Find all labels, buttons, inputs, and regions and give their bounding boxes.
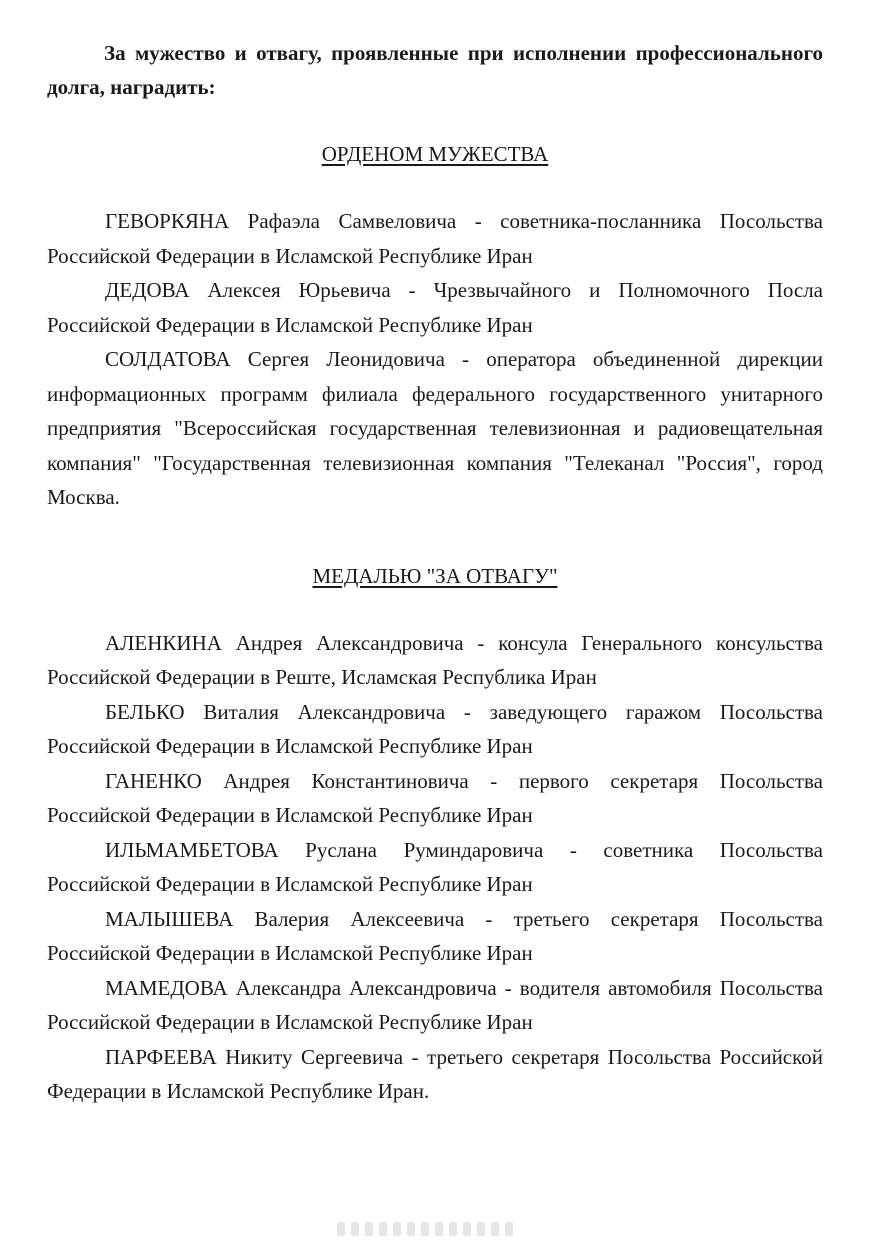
awardee-entry: МАМЕДОВА Александра Александровича - водителя автомобиля Посольства Российской Федерации в Исламской Республике Иран — [47, 975, 823, 1034]
awardee-entry: ДЕДОВА Алексея Юрьевича - Чрезвычайного и Полномочного Посла Российской Федерации в Исламской Республике Иран — [47, 278, 823, 337]
awardee-entry: ГЕВОРКЯНА Рафаэла Самвеловича - советника-посланника Посольства Российской Федерации в Исламской Республике Иран — [47, 209, 823, 268]
section-title-text: ОРДЕНОМ МУЖЕСТВА — [321, 142, 549, 166]
awardee-entry: ПАРФЕЕВА Никиту Сергеевича - третьего секретаря Посольства Российской Федерации в Исламской Республике Иран. — [47, 1044, 823, 1103]
awardee-entry: МАЛЫШЕВА Валерия Алексеевича - третьего секретаря Посольства Российской Федерации в Исламской Республике Иран — [47, 906, 823, 965]
awardee-entry: ИЛЬМАМБЕТОВА Руслана Руминдаровича - советника Посольства Российской Федерации в Исламской Республике Иран — [47, 837, 823, 896]
awardee-entry: СОЛДАТОВА Сергея Леонидовича - оператора объединенной дирекции информационных программ филиала федерального государственного унитарного предприятия "Всероссийская государственная телевизионная и радиовещательная компания" "Государственная телевизионная компания "Телеканал "Россия", город Москва. — [47, 347, 823, 509]
awardee-entry: ГАНЕНКО Андрея Константиновича - первого секретаря Посольства Российской Федерации в Исламской Республике Иран — [47, 768, 823, 827]
page-edge-artifact — [337, 1220, 527, 1238]
section-title-text: МЕДАЛЬЮ "ЗА ОТВАГУ" — [312, 563, 558, 588]
section-title-medal-for-courage — [47, 559, 823, 593]
award-list-order-of-courage — [47, 204, 823, 515]
section-title-order-of-courage — [47, 137, 823, 171]
decree-intro: За мужество и отвагу, проявленные при исполнении профессионального долга, наградить: — [47, 41, 823, 99]
award-list-medal-for-courage — [47, 626, 823, 1109]
decree-page — [47, 36, 823, 1109]
awardee-entry: БЕЛЬКО Виталия Александровича - заведующего гаражом Посольства Российской Федерации в Исламской Республике Иран — [47, 699, 823, 758]
awardee-entry: АЛЕНКИНА Андрея Александровича - консула Генерального консульства Российской Федерации в Реште, Исламская Республика Иран — [47, 630, 823, 689]
